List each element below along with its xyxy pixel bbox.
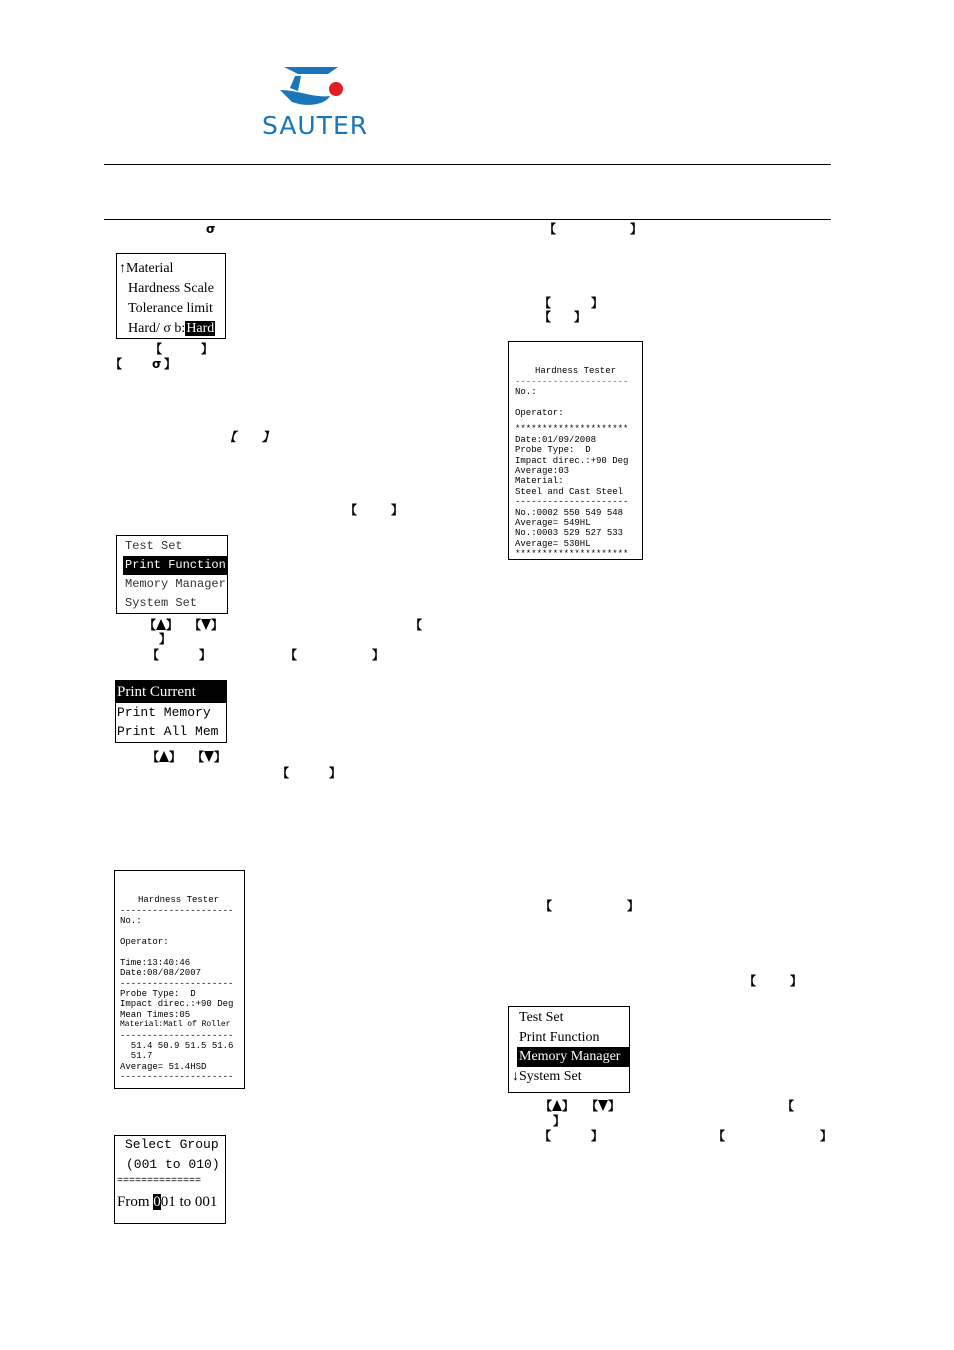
printout-separator: --------------------- bbox=[515, 497, 629, 508]
printout-title: Hardness Tester bbox=[138, 895, 220, 906]
bracket-left: 【 bbox=[147, 648, 160, 662]
printout-no: No.: bbox=[515, 387, 537, 398]
bracket-left: 【 bbox=[713, 1129, 726, 1143]
down-arrow-icon: ↓ bbox=[512, 1069, 519, 1084]
bracket-right: 】 bbox=[164, 357, 177, 371]
printout-average: Average= 51.4HSD bbox=[120, 1061, 207, 1072]
bracket-left: 【 bbox=[539, 296, 552, 310]
bracket-right: 】 bbox=[591, 296, 604, 310]
bracket-left: 【 bbox=[544, 222, 557, 236]
hard-value-highlight: Hard bbox=[186, 321, 215, 336]
logo-mark-icon bbox=[278, 64, 348, 110]
printout-mean: Mean Times:05 bbox=[120, 1009, 191, 1020]
up-key: 【 】 bbox=[540, 1099, 575, 1113]
bracket-left: 【 bbox=[150, 342, 163, 356]
printout-probe: Probe Type: D bbox=[515, 445, 591, 456]
section-rule bbox=[104, 219, 831, 220]
bracket-right: 】 bbox=[372, 648, 385, 662]
printout-operator: Operator: bbox=[515, 408, 564, 419]
printout-operator: Operator: bbox=[120, 937, 169, 948]
bracket-right: 】 bbox=[630, 222, 643, 236]
select-group-title: Select Group bbox=[125, 1137, 219, 1152]
bracket-left: 【 bbox=[782, 1099, 795, 1113]
printout-sample-1 bbox=[508, 341, 643, 560]
down-key: 【 】 bbox=[189, 618, 224, 632]
menu-item-print-function: Print Function bbox=[519, 1029, 600, 1045]
down-arrow-icon bbox=[598, 1100, 608, 1111]
bracket-right: 】 bbox=[627, 899, 640, 913]
bracket-right: 】 bbox=[201, 342, 214, 356]
select-group-range: (001 to 010) bbox=[126, 1157, 220, 1172]
printout-title: Hardness Tester bbox=[535, 366, 617, 377]
header-rule bbox=[104, 164, 831, 165]
printout-values: 51.4 50.9 51.5 51.6 bbox=[120, 1041, 234, 1052]
printout-record: No.:0003 529 527 533 bbox=[515, 528, 624, 539]
select-group-separator: ============== bbox=[117, 1176, 202, 1187]
printout-date: Date:08/08/2007 bbox=[120, 968, 202, 979]
menu-item-print-memory: Print Memory bbox=[117, 705, 211, 720]
menu-line-tolerance: Tolerance limit bbox=[128, 301, 213, 316]
printout-average: Average:03 bbox=[515, 466, 570, 477]
printout-separator: --------------------- bbox=[120, 978, 234, 989]
sigma-symbol: σ bbox=[152, 357, 162, 371]
bracket-right: 】 bbox=[591, 1129, 604, 1143]
material-menu-screen bbox=[116, 253, 226, 339]
printout-values: 51.7 bbox=[120, 1051, 153, 1062]
menu-item-system-set: System Set bbox=[125, 596, 198, 610]
menu-item-print-current: Print Current bbox=[116, 681, 226, 703]
menu-item-memory-manager: Memory Manager bbox=[125, 577, 226, 591]
menu-item-memory-manager: Memory Manager bbox=[517, 1047, 629, 1067]
printout-stars: ********************* bbox=[515, 549, 629, 560]
printout-material: Material: bbox=[515, 476, 564, 487]
menu-line-hardness-scale: Hardness Scale bbox=[128, 281, 214, 296]
bracket-right: 】 bbox=[790, 974, 803, 988]
printout-sample-2 bbox=[114, 870, 245, 1089]
sigma-symbol: σ bbox=[206, 222, 216, 236]
printout-impact: Impact direc.:+90 Deg bbox=[515, 455, 629, 466]
bracket-left: 【 bbox=[744, 974, 757, 988]
printout-record-average: Average= 549HL bbox=[515, 518, 591, 529]
menu-item-system-set: ↓System Set bbox=[512, 1069, 582, 1084]
bracket-right: 】 bbox=[159, 632, 172, 646]
group-digit-cursor[interactable]: 0 bbox=[153, 1194, 161, 1210]
bracket-right: 】 bbox=[553, 1114, 566, 1128]
bracket-left: 【 bbox=[410, 618, 423, 632]
brand-name: SAUTER bbox=[262, 111, 369, 140]
printout-time: Time:13:40:46 bbox=[120, 957, 191, 968]
down-key: 【 】 bbox=[192, 750, 227, 764]
bracket-left: 【 bbox=[345, 503, 358, 517]
printout-record: No.:0002 550 549 548 bbox=[515, 507, 624, 518]
printout-no: No.: bbox=[120, 916, 142, 927]
bracket-right: 】 bbox=[391, 503, 404, 517]
main-menu-screen-memory bbox=[508, 1006, 630, 1093]
bracket-right-italic: 】 bbox=[262, 430, 275, 444]
bracket-left: 【 bbox=[539, 1129, 552, 1143]
printout-separator: --------------------- bbox=[120, 905, 234, 916]
up-arrow-icon bbox=[159, 751, 169, 762]
menu-item-test-set: Test Set bbox=[519, 1010, 564, 1025]
printout-separator: --------------------- bbox=[515, 376, 629, 387]
sauter-logo bbox=[262, 64, 377, 140]
bracket-left: 【 bbox=[539, 310, 552, 324]
menu-item-print-function: Print Function bbox=[123, 556, 227, 575]
printout-separator: --------------------- bbox=[120, 1030, 234, 1041]
printout-date: Date:01/09/2008 bbox=[515, 434, 597, 445]
down-arrow-icon bbox=[201, 619, 211, 630]
bracket-left: 【 bbox=[540, 899, 553, 913]
bracket-left: 【 bbox=[110, 357, 123, 371]
down-key: 【 】 bbox=[586, 1099, 621, 1113]
printout-impact: Impact direc.:+90 Deg bbox=[120, 999, 234, 1010]
select-group-from: From 001 to 001 bbox=[117, 1194, 218, 1210]
up-key: 【 】 bbox=[144, 618, 179, 632]
printout-stars: ********************* bbox=[515, 424, 629, 435]
menu-item-print-all-mem: Print All Mem bbox=[117, 724, 219, 739]
select-group-screen bbox=[114, 1135, 226, 1224]
bracket-left: 【 bbox=[277, 766, 290, 780]
bracket-right: 】 bbox=[329, 766, 342, 780]
up-arrow-icon: ↑ bbox=[119, 261, 126, 276]
menu-line-material: ↑Material bbox=[119, 261, 174, 276]
bracket-right: 】 bbox=[199, 648, 212, 662]
printout-probe: Probe Type: D bbox=[120, 989, 196, 1000]
menu-item-test-set: Test Set bbox=[125, 539, 183, 553]
menu-line-hard-sigma: Hard/ σ b:Hard bbox=[128, 321, 215, 336]
down-arrow-icon bbox=[204, 751, 214, 762]
printout-material-value: Steel and Cast Steel bbox=[515, 486, 624, 497]
bracket-right: 】 bbox=[820, 1129, 833, 1143]
bracket-left-italic: 【 bbox=[224, 430, 237, 444]
printout-material: Material:Matl of Roller bbox=[120, 1020, 231, 1030]
up-arrow-icon bbox=[552, 1100, 562, 1111]
up-arrow-icon bbox=[156, 619, 166, 630]
main-menu-screen bbox=[116, 535, 228, 614]
printout-separator: --------------------- bbox=[120, 1072, 234, 1083]
print-menu-screen bbox=[115, 680, 227, 743]
bracket-left: 【 bbox=[285, 648, 298, 662]
bracket-right: 】 bbox=[574, 310, 587, 324]
up-key: 【 】 bbox=[147, 750, 182, 764]
printout-record-average: Average= 530HL bbox=[515, 538, 591, 549]
